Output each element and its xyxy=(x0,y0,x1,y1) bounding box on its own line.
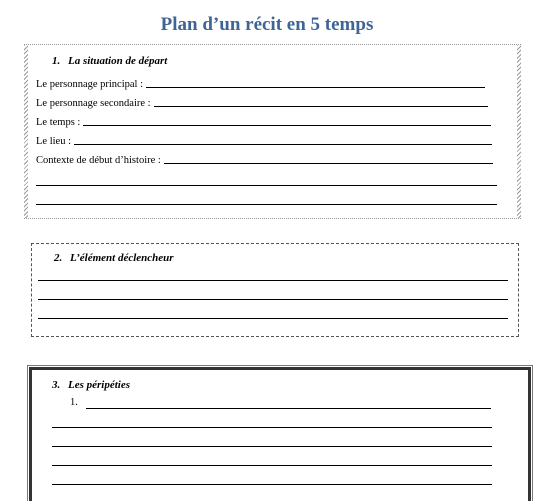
section-3-number: 3. xyxy=(52,379,61,391)
write-line[interactable] xyxy=(38,318,508,319)
section-3-title: Les péripéties xyxy=(68,379,131,391)
section-1-title: La situation de départ xyxy=(68,55,168,67)
section-2-heading xyxy=(54,252,174,264)
field-label: Le personnage secondaire : xyxy=(36,98,151,109)
write-line[interactable] xyxy=(52,465,492,466)
field-label: Contexte de début d’histoire : xyxy=(36,155,161,166)
section-2-title: L’élément déclencheur xyxy=(70,252,174,264)
write-line[interactable] xyxy=(154,105,488,107)
section-1-number: 1. xyxy=(52,55,61,67)
section-2-number: 2. xyxy=(54,252,63,264)
write-line[interactable] xyxy=(36,185,497,186)
field-lieu[interactable] xyxy=(36,136,492,147)
write-line[interactable] xyxy=(146,86,485,88)
section-element-declencheur xyxy=(31,243,519,337)
hatched-border-left xyxy=(24,45,28,218)
write-line[interactable] xyxy=(86,408,491,409)
write-line[interactable] xyxy=(164,162,493,164)
write-line[interactable] xyxy=(52,484,492,485)
field-label: Le lieu : xyxy=(36,136,71,147)
field-personnage-secondaire[interactable] xyxy=(36,98,488,109)
section-3-heading xyxy=(52,379,130,391)
write-line[interactable] xyxy=(38,280,508,281)
peripetie-item-number: 1. xyxy=(70,397,78,408)
field-temps[interactable] xyxy=(36,117,491,128)
field-label: Le temps : xyxy=(36,117,81,128)
hatched-border-right xyxy=(517,45,521,218)
section-peripeties xyxy=(29,367,531,501)
write-line[interactable] xyxy=(52,446,492,447)
field-personnage-principal[interactable] xyxy=(36,79,485,90)
write-line[interactable] xyxy=(74,143,492,145)
page-title: Plan d’un récit en 5 temps xyxy=(160,14,374,35)
write-line[interactable] xyxy=(38,299,508,300)
section-situation-de-depart xyxy=(24,44,521,219)
field-label: Le personnage principal : xyxy=(36,79,143,90)
write-line[interactable] xyxy=(83,124,491,126)
write-line[interactable] xyxy=(52,427,492,428)
field-contexte[interactable] xyxy=(36,155,493,166)
write-line[interactable] xyxy=(36,204,497,205)
section-1-heading xyxy=(52,55,167,67)
